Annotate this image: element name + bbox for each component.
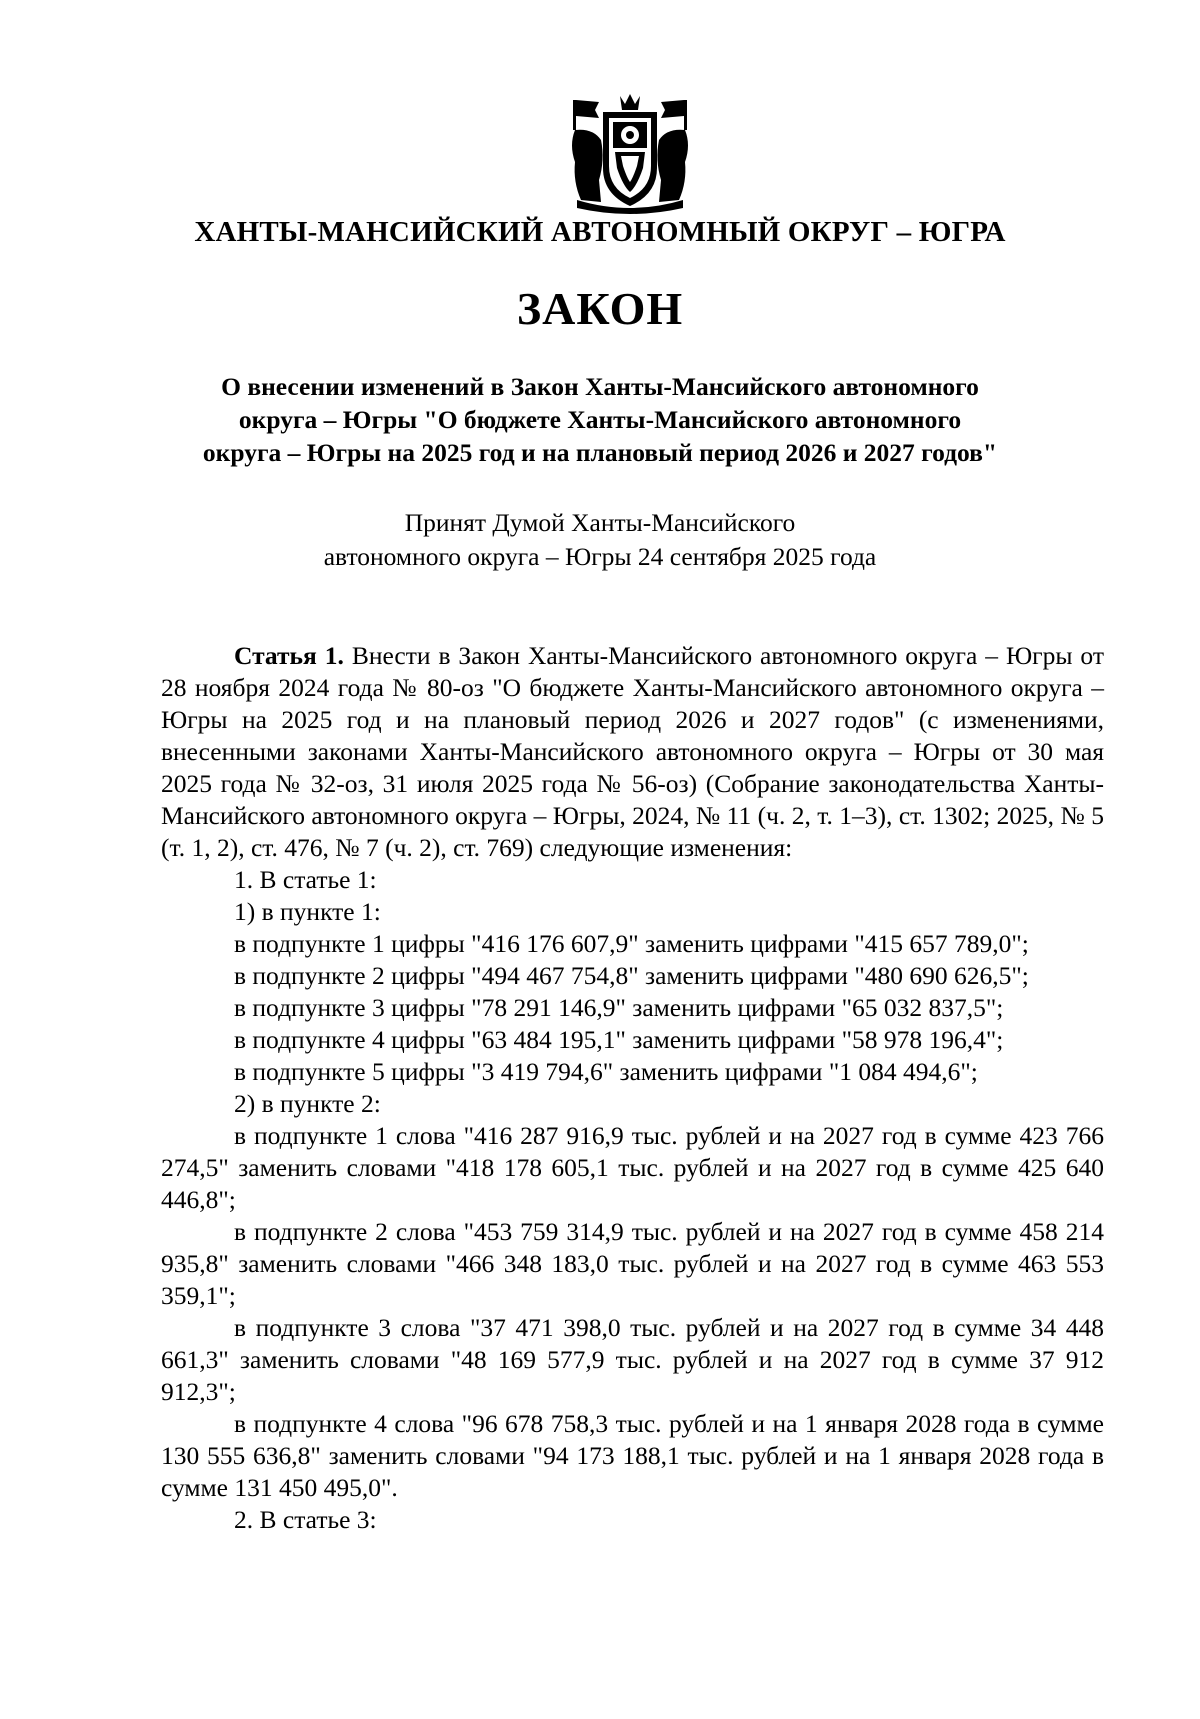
law-title-line-2: округа – Югры "О бюджете Ханты-Мансийского автономного [238, 405, 962, 434]
law-title-line-3: округа – Югры на 2025 год и на плановый период 2026 и 2027 годов" [202, 438, 998, 467]
adoption-line-1: Принят Думой Ханты-Мансийского [404, 508, 796, 537]
subitem-2-1: в подпункте 1 слова "416 287 916,9 тыс. рублей и на 2027 год в сумме 423 766 274,5" заменить словами "418 178 605,1 тыс. рублей и на 2027 год в сумме 425 640 446,8"; [161, 1121, 1104, 1214]
item-1-heading: 1. В статье 1: [234, 865, 377, 894]
subitem-3: в подпункте 3 цифры "78 291 146,9" заменить цифрами "65 032 837,5"; [234, 993, 1004, 1022]
region-name: ХАНТЫ-МАНСИЙСКИЙ АВТОНОМНЫЙ ОКРУГ – ЮГРА [194, 216, 1006, 248]
subitem-1: в подпункте 1 цифры "416 176 607,9" заменить цифрами "415 657 789,0"; [234, 929, 1029, 958]
coat-of-arms-icon [565, 90, 695, 220]
subitem-2-2: в подпункте 2 слова "453 759 314,9 тыс. рублей и на 2027 год в сумме 458 214 935,8" заменить словами "466 348 183,0 тыс. рублей и на 2027 год в сумме 463 553 359,1"; [161, 1217, 1104, 1310]
article-1-paragraph [161, 640, 1104, 864]
article-1-text: Внести в Закон Ханты-Мансийского автономного округа – Югры от 28 ноября 2024 года № 80-оз "О бюджете Ханты-Мансийского автономного округа – Югры на 2025 год и на плановый период 2026 и 2027 годов" (с изменениями, внесенными законами Ханты-Мансийского автономного округа – Югры от 30 мая 2025 года № 32-оз, 31 июля 2025 года № 56-оз) (Собрание законодательства Ханты-Мансийского автономного округа – Югры, 2024, № 11 (ч. 2, т. 1–3), ст. 1302; 2025, № 5 (т. 1, 2), ст. 476, № 7 (ч. 2), ст. 769) следующие изменения: [161, 641, 1104, 862]
adoption-line-2: автономного округа – Югры 24 сентября 2025 года [323, 542, 877, 571]
article-1-label: Статья 1. [234, 641, 344, 670]
subitem-4: в подпункте 4 цифры "63 484 195,1" заменить цифрами "58 978 196,4"; [234, 1025, 1004, 1054]
item-1-2-heading: 2) в пункте 2: [234, 1089, 381, 1118]
subitem-5: в подпункте 5 цифры "3 419 794,6" заменить цифрами "1 084 494,6"; [234, 1057, 978, 1086]
item-2-heading: 2. В статье 3: [234, 1505, 377, 1534]
subitem-2: в подпункте 2 цифры "494 467 754,8" заменить цифрами "480 690 626,5"; [234, 961, 1029, 990]
subitem-2-3: в подпункте 3 слова "37 471 398,0 тыс. рублей и на 2027 год в сумме 34 448 661,3" заменить словами "48 169 577,9 тыс. рублей и на 2027 год в сумме 37 912 912,3"; [161, 1313, 1104, 1406]
adoption-note [200, 506, 1000, 574]
law-body [161, 640, 1104, 1536]
law-title [160, 370, 1040, 469]
subitem-2-4: в подпункте 4 слова "96 678 758,3 тыс. рублей и на 1 января 2028 года в сумме 130 555 636,8" заменить словами "94 173 188,1 тыс. рублей и на 1 января 2028 года в сумме 131 450 495,0". [161, 1409, 1104, 1502]
law-title-line-1: О внесении изменений в Закон Ханты-Мансийского автономного [221, 372, 979, 401]
item-1-1-heading: 1) в пункте 1: [234, 897, 381, 926]
document-type: ЗАКОН [516, 283, 684, 334]
